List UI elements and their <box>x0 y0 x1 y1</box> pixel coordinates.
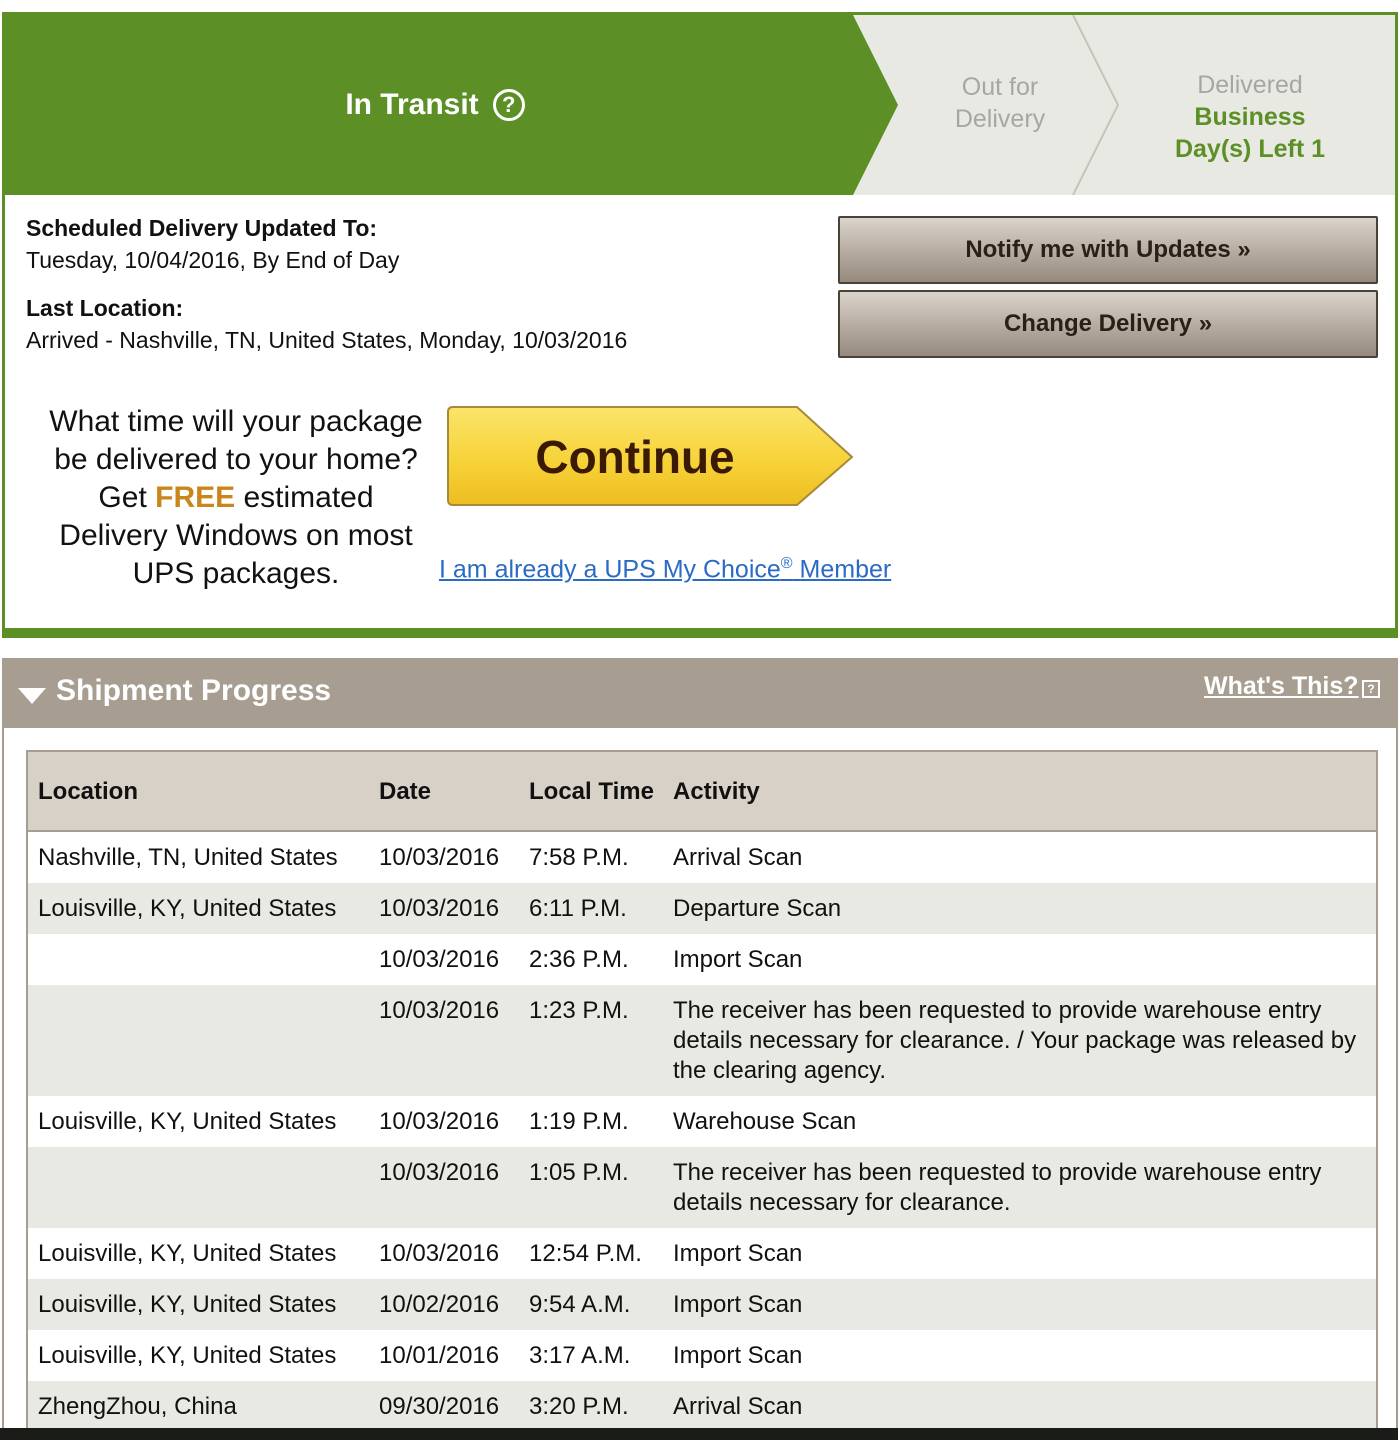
table-row <box>27 1096 1377 1147</box>
row-activity: The receiver has been requested to provide warehouse entry details necessary for clearance. <box>663 1147 1377 1228</box>
step-delivered <box>1135 69 1365 165</box>
row-activity: Import Scan <box>673 946 803 973</box>
row-time: 1:19 P.M. <box>529 1108 629 1135</box>
row-location: Nashville, TN, United States <box>38 844 338 871</box>
row-time: 3:17 A.M. <box>529 1342 631 1369</box>
continue-button[interactable] <box>445 405 857 509</box>
change-delivery-button[interactable]: Change Delivery » <box>838 290 1378 358</box>
row-date: 10/01/2016 <box>379 1342 500 1369</box>
row-activity: Import Scan <box>673 1342 803 1369</box>
promo-free: FREE <box>155 481 236 514</box>
last-location-value: Arrived - Nashville, TN, United States, Monday, 10/03/2016 <box>26 327 628 353</box>
table-header-row <box>27 751 1377 831</box>
table-row <box>27 1330 1377 1381</box>
column-location: Location <box>27 751 369 831</box>
row-date: 10/03/2016 <box>379 1240 500 1267</box>
row-location: Louisville, KY, United States <box>27 883 369 934</box>
whats-this-link[interactable]: What's This? <box>1204 672 1359 700</box>
row-date: 10/03/2016 <box>379 1108 500 1135</box>
row-activity: Import Scan <box>673 1240 803 1267</box>
step-out-line1: Out for <box>961 73 1039 101</box>
table-row <box>27 934 1377 985</box>
last-location <box>26 292 627 356</box>
table-row <box>27 883 1377 934</box>
row-activity: The receiver has been requested to provide warehouse entry details necessary for clearance. / Your package was released by the clearing agency. <box>663 985 1377 1096</box>
row-time: 3:20 P.M. <box>519 1381 663 1433</box>
table-row <box>27 831 1377 883</box>
row-activity: Arrival Scan <box>673 844 803 871</box>
row-location <box>27 934 369 985</box>
promo-line1: What time will your package <box>49 405 423 438</box>
delivery-status-panel <box>2 12 1398 638</box>
member-link-text: I am already a UPS My Choice <box>439 555 781 584</box>
row-location <box>27 985 369 1096</box>
table-row <box>27 1228 1377 1279</box>
promo-line4: Delivery Windows on most <box>59 519 413 552</box>
row-activity: Departure Scan <box>663 883 1377 934</box>
table-row <box>27 1381 1377 1433</box>
table-row <box>27 985 1377 1096</box>
row-location: Louisville, KY, United States <box>38 1108 337 1135</box>
step-delivered-label: Delivered <box>1197 71 1303 99</box>
table-row <box>27 1147 1377 1228</box>
row-time: 2:36 P.M. <box>529 946 629 973</box>
shipment-progress-panel <box>2 658 1398 1440</box>
scheduled-delivery-label: Scheduled Delivery Updated To: <box>26 215 378 241</box>
row-time: 1:23 P.M. <box>519 985 663 1096</box>
popup-window-icon[interactable]: ? <box>1362 680 1380 698</box>
promo-estimated: estimated <box>243 481 374 514</box>
notify-updates-button[interactable]: Notify me with Updates » <box>838 216 1378 284</box>
row-activity: Warehouse Scan <box>673 1108 857 1135</box>
table-row <box>27 1279 1377 1330</box>
row-date: 10/03/2016 <box>379 844 500 871</box>
row-date: 10/03/2016 <box>369 985 519 1096</box>
continue-label: Continue <box>535 431 735 483</box>
row-date: 09/30/2016 <box>369 1381 519 1433</box>
row-date: 10/02/2016 <box>369 1279 519 1330</box>
row-location: Louisville, KY, United States <box>38 1240 337 1267</box>
scheduled-delivery-value: Tuesday, 10/04/2016, By End of Day <box>26 247 400 273</box>
row-date: 10/03/2016 <box>379 946 500 973</box>
row-activity: Import Scan <box>663 1279 1377 1330</box>
window-bottom-edge <box>0 1428 1398 1440</box>
row-time: 7:58 P.M. <box>529 844 629 871</box>
column-local-time: Local Time <box>519 751 663 831</box>
last-location-label: Last Location: <box>26 295 184 321</box>
shipment-progress-table <box>26 750 1378 1434</box>
row-location: ZhengZhou, China <box>27 1381 369 1433</box>
registered-mark: ® <box>780 555 793 572</box>
row-date: 10/03/2016 <box>369 1147 519 1228</box>
row-activity: Arrival Scan <box>663 1381 1377 1433</box>
row-location <box>27 1147 369 1228</box>
step-in-transit-label: In Transit <box>345 88 479 121</box>
help-icon[interactable]: ? <box>493 89 525 121</box>
row-location: Louisville, KY, United States <box>38 1342 337 1369</box>
my-choice-promo-text <box>26 403 446 593</box>
scheduled-delivery <box>26 212 399 276</box>
column-date: Date <box>369 751 519 831</box>
collapse-triangle-icon[interactable] <box>18 688 46 704</box>
business-days-line2: Day(s) Left 1 <box>1174 135 1326 163</box>
progress-tracker <box>5 15 1395 195</box>
row-date: 10/03/2016 <box>369 883 519 934</box>
row-time: 6:11 P.M. <box>519 883 663 934</box>
row-time: 1:05 P.M. <box>519 1147 663 1228</box>
shipment-progress-header[interactable] <box>4 660 1396 728</box>
business-days-line1: Business <box>1194 103 1306 131</box>
column-activity: Activity <box>663 751 1377 831</box>
promo-line2: be delivered to your home? <box>54 443 418 476</box>
promo-line5: UPS packages. <box>132 557 340 590</box>
promo-get: Get <box>98 481 147 514</box>
my-choice-member-link[interactable] <box>439 555 891 584</box>
row-time: 9:54 A.M. <box>519 1279 663 1330</box>
shipment-progress-title: Shipment Progress <box>56 674 332 707</box>
step-out-for-delivery <box>910 71 1090 135</box>
step-out-line2: Delivery <box>954 105 1046 133</box>
member-link-suffix: Member <box>792 555 892 584</box>
row-location: Louisville, KY, United States <box>27 1279 369 1330</box>
row-time: 12:54 P.M. <box>529 1240 642 1267</box>
step-in-transit <box>5 15 865 195</box>
